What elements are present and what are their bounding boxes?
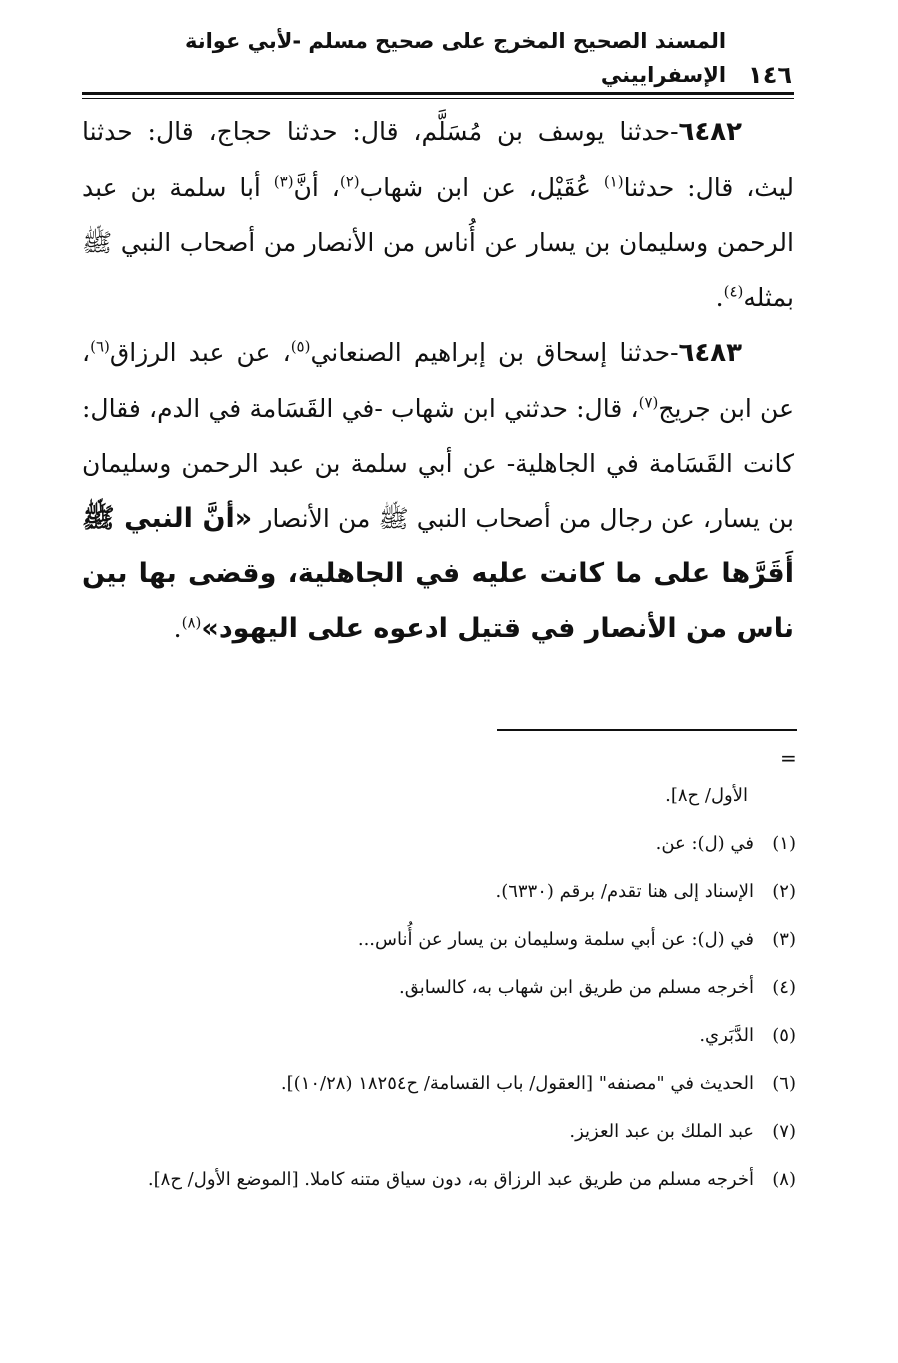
- footnote-number: (٤): [772, 977, 796, 998]
- footnote-item: [100, 1156, 796, 1204]
- continuation-mark: =: [780, 746, 797, 770]
- footnote-number: (٦): [772, 1073, 796, 1094]
- footnote-number: (٧): [772, 1121, 796, 1142]
- footnote-ref: (٣): [273, 172, 294, 191]
- footnote-ref: (٢): [339, 172, 360, 191]
- hadith-matn-bold: «أنَّ النبي ﷺ أَقَرَّها على ما كانت عليه في الجاهلية، وقضى بها بين ناس من الأنصار في قتيل ادعوه على اليهود»: [82, 503, 794, 644]
- hadith-text: ، أنَّ: [293, 173, 340, 202]
- header-rule-thin: [82, 98, 794, 99]
- page-header: [82, 29, 792, 92]
- hadith-text: عُقَيْل، عن ابن شهاب: [359, 173, 604, 202]
- hadith-text: -حدثنا إسحاق بن إبراهيم الصنعاني: [310, 338, 679, 367]
- hadith-text: ، عن عبد الرزاق: [109, 338, 291, 367]
- footnote-number: (٨): [772, 1169, 796, 1190]
- hadith-number: ٦٤٨٢: [678, 117, 742, 147]
- footnote-item: [100, 1012, 796, 1060]
- hadith-text: ، قال: حدثني ابن شهاب -في القَسَامة في الدم، فقال: كانت القَسَامة في الجاهلية- عن أبي سلمة بن عبد الرحمن وسليمان بن يسار، عن رجال من أصحاب النبي ﷺ من الأنصار: [82, 394, 794, 533]
- footnote-text: في (ل): عن.: [655, 833, 754, 854]
- footnote-number: (٢): [772, 881, 796, 902]
- footnote-text: الحديث في "مصنفه" [العقول/ باب القسامة/ ح١٨٢٥٤ (١٠/٢٨)].: [280, 1073, 754, 1094]
- hadith-6483: [82, 325, 794, 656]
- footnote-number: (٥): [772, 1025, 796, 1046]
- header-rule-thick: [82, 92, 794, 95]
- hadith-text: .: [173, 614, 182, 643]
- footnote-ref: (٥): [290, 337, 311, 356]
- footnote-item: [100, 868, 796, 916]
- footnote-ref: (٧): [638, 393, 659, 412]
- footnote-text: أخرجه مسلم من طريق عبد الرزاق به، دون سياق متنه كاملا. [الموضع الأول/ ح٨].: [147, 1169, 754, 1190]
- footnote-text: أخرجه مسلم من طريق ابن شهاب به، كالسابق.: [399, 977, 754, 998]
- footnote-text: في (ل): عن أبي سلمة وسليمان بن يسار عن أُناس...: [357, 929, 754, 950]
- page-number: ١٤٦: [748, 61, 792, 89]
- footnote-ref: (٨): [181, 613, 202, 632]
- footnote-text: الإسناد إلى هنا تقدم/ برقم (٦٣٣٠).: [495, 881, 754, 902]
- footnote-text: عبد الملك بن عبد العزيز.: [569, 1121, 754, 1142]
- hadith-text: أبا سلمة بن عبد الرحمن وسليمان بن يسار عن أُناس من الأنصار من أصحاب النبي ﷺ بمثله: [82, 173, 794, 312]
- footnote-number: (٣): [772, 929, 796, 950]
- footnote-continuation: الأول/ ح٨].: [665, 785, 748, 806]
- footnote-text: الدَّبَري.: [699, 1025, 754, 1046]
- footnotes: [100, 772, 796, 1204]
- footnote-item: [100, 916, 796, 964]
- footnote-item: [100, 1108, 796, 1156]
- footnote-ref: (١): [603, 172, 624, 191]
- hadith-text: ، عن ابن جريج: [82, 338, 795, 423]
- footnote-number: (١): [772, 833, 796, 854]
- footnote-item: [100, 964, 796, 1012]
- footnote-separator: [497, 729, 797, 731]
- main-text: [82, 104, 794, 656]
- hadith-text: -حدثنا يوسف بن مُسَلَّم، قال: حدثنا حجاج، قال: حدثنا ليث، قال: حدثنا: [82, 117, 795, 202]
- footnote-item: [100, 1060, 796, 1108]
- footnote-item: [100, 820, 796, 868]
- hadith-6482: [82, 104, 794, 325]
- footnote-ref: (٤): [723, 282, 744, 301]
- hadith-text: .: [715, 283, 724, 312]
- footnote-ref: (٦): [90, 337, 110, 356]
- running-title: المسند الصحيح المخرج على صحيح مسلم -لأبي عوانة الإسفراييني: [184, 29, 727, 87]
- hadith-number: ٦٤٨٣: [678, 338, 742, 368]
